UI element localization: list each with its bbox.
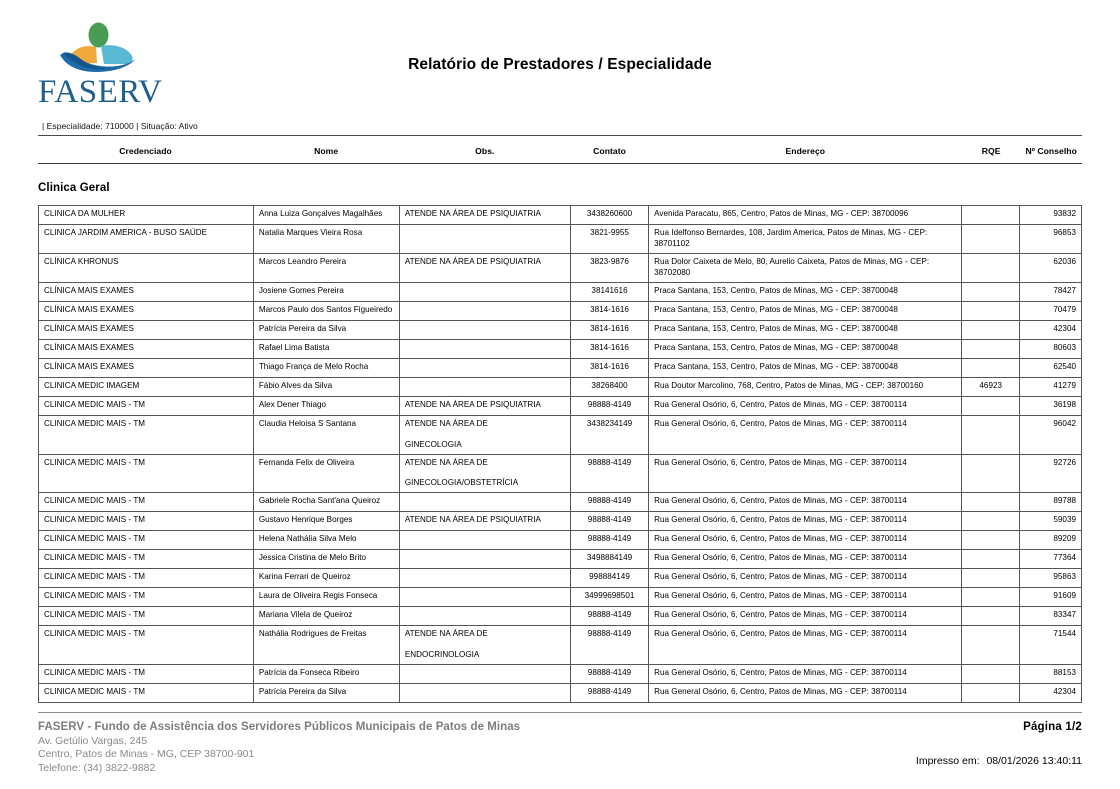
- table-row[interactable]: [39, 301, 1082, 320]
- cell-conselho: 42304: [1020, 320, 1082, 339]
- cell-endereco: Rua General Osório, 6, Centro, Patos de Minas, MG - CEP: 38700114: [649, 684, 962, 703]
- cell-nome: Karina Ferrari de Queiroz: [253, 569, 399, 588]
- cell-conselho: 62036: [1020, 253, 1082, 282]
- table-row[interactable]: [39, 320, 1082, 339]
- cell-nome: Alex Dener Thiago: [253, 396, 399, 415]
- cell-rqe: [962, 454, 1020, 493]
- cell-endereco: Rua General Osório, 6, Centro, Patos de Minas, MG - CEP: 38700114: [649, 415, 962, 454]
- footer-meta-block: [916, 720, 1082, 767]
- cell-endereco: Praca Santana, 153, Centro, Patos de Minas, MG - CEP: 38700048: [649, 339, 962, 358]
- printed-value: 08/01/2026 13:40:11: [986, 754, 1082, 767]
- cell-conselho: 88153: [1020, 665, 1082, 684]
- cell-contato: 3814-1616: [570, 320, 648, 339]
- cell-conselho: 92726: [1020, 454, 1082, 493]
- table-row[interactable]: [39, 684, 1082, 703]
- cell-obs: [399, 377, 570, 396]
- cell-nome: Gabriele Rocha Sant'ana Queiroz: [253, 493, 399, 512]
- cell-conselho: 36198: [1020, 396, 1082, 415]
- cell-nome: Claudia Heloisa S Santana: [253, 415, 399, 454]
- cell-obs: [399, 301, 570, 320]
- cell-rqe: 46923: [962, 377, 1020, 396]
- cell-conselho: 96853: [1020, 225, 1082, 254]
- cell-nome: Patrícia da Fonseca Ribeiro: [253, 665, 399, 684]
- cell-contato: 98888-4149: [570, 626, 648, 665]
- table-row[interactable]: [39, 607, 1082, 626]
- table-row[interactable]: [39, 253, 1082, 282]
- cell-credenciado: CLÍNICA MAIS EXAMES: [39, 301, 254, 320]
- cell-contato: 3438260600: [570, 206, 648, 225]
- cell-credenciado: CLINICA MEDIC MAIS - TM: [39, 684, 254, 703]
- cell-credenciado: CLINICA MEDIC MAIS - TM: [39, 550, 254, 569]
- providers-table-wrap: [38, 205, 1082, 703]
- cell-endereco: Praca Santana, 153, Centro, Patos de Minas, MG - CEP: 38700048: [649, 282, 962, 301]
- cell-contato: 98888-4149: [570, 684, 648, 703]
- cell-nome: Patrícia Pereira da Silva: [253, 684, 399, 703]
- table-row[interactable]: [39, 206, 1082, 225]
- page-number-label: Página: [1023, 720, 1062, 733]
- cell-endereco: Rua General Osório, 6, Centro, Patos de Minas, MG - CEP: 38700114: [649, 512, 962, 531]
- cell-credenciado: CLÍNICA MAIS EXAMES: [39, 339, 254, 358]
- table-row[interactable]: [39, 358, 1082, 377]
- cell-contato: 998884149: [570, 569, 648, 588]
- cell-nome: Mariana Vilela de Queiroz: [253, 607, 399, 626]
- brand-wordmark: FASERV: [38, 74, 163, 110]
- cell-nome: Fábio Alves da Silva: [253, 377, 399, 396]
- cell-contato: 38141616: [570, 282, 648, 301]
- page-footer: [38, 712, 1082, 775]
- cell-credenciado: CLINICA MEDIC MAIS - TM: [39, 454, 254, 493]
- criteria-divider: [38, 135, 1082, 136]
- obs-line: ATENDE NA ÁREA DE: [404, 629, 488, 639]
- obs-line: GINECOLOGIA/OBSTETRÍCIA: [404, 478, 519, 488]
- cell-obs: [399, 206, 570, 225]
- criteria-bar: [38, 118, 1082, 136]
- cell-credenciado: CLINICA MEDIC MAIS - TM: [39, 415, 254, 454]
- cell-contato: 3823-9876: [570, 253, 648, 282]
- cell-credenciado: CLÍNICA MAIS EXAMES: [39, 282, 254, 301]
- cell-endereco: Praca Santana, 153, Centro, Patos de Minas, MG - CEP: 38700048: [649, 301, 962, 320]
- cell-obs: [399, 626, 570, 665]
- cell-endereco: Rua General Osório, 6, Centro, Patos de Minas, MG - CEP: 38700114: [649, 531, 962, 550]
- cell-conselho: 59039: [1020, 512, 1082, 531]
- table-row[interactable]: [39, 225, 1082, 254]
- footer-divider: [38, 712, 1082, 713]
- cell-credenciado: CLÍNICA MAIS EXAMES: [39, 320, 254, 339]
- column-header-row: [38, 140, 1082, 163]
- cell-credenciado: CLINICA MEDIC MAIS - TM: [39, 626, 254, 665]
- cell-endereco: Rua Dolor Caixeta de Melo, 80, Aurelio Caixeta, Patos de Minas, MG - CEP: 38702080: [649, 253, 962, 282]
- cell-nome: Marcos Paulo dos Santos Figueiredo: [253, 301, 399, 320]
- cell-contato: 3438234149: [570, 415, 648, 454]
- cell-rqe: [962, 225, 1020, 254]
- printed-label: Impresso em:: [915, 754, 980, 767]
- cell-endereco: Rua General Osório, 6, Centro, Patos de Minas, MG - CEP: 38700114: [649, 550, 962, 569]
- cell-conselho: 96042: [1020, 415, 1082, 454]
- obs-line: ATENDE NA ÁREA DE PSIQUIATRIA: [404, 399, 541, 409]
- cell-obs: [399, 454, 570, 493]
- cell-nome: Natalia Marques Vieira Rosa: [253, 225, 399, 254]
- cell-conselho: 93832: [1020, 206, 1082, 225]
- column-header-nome[interactable]: Nome: [314, 146, 339, 156]
- cell-endereco: Rua General Osório, 6, Centro, Patos de Minas, MG - CEP: 38700114: [649, 396, 962, 415]
- providers-table: [38, 205, 1082, 703]
- cell-rqe: [962, 206, 1020, 225]
- cell-rqe: [962, 301, 1020, 320]
- footer-phone: Telefone: (34) 3822-9882: [38, 761, 156, 774]
- cell-conselho: 80603: [1020, 339, 1082, 358]
- cell-credenciado: CLINICA MEDIC MAIS - TM: [39, 396, 254, 415]
- footer-org-name: FASERV - Fundo de Assistência dos Servidores Públicos Municipais de Patos de Minas: [38, 720, 521, 733]
- page-header: [0, 0, 1120, 110]
- table-row[interactable]: [39, 377, 1082, 396]
- cell-contato: 38268400: [570, 377, 648, 396]
- cell-rqe: [962, 588, 1020, 607]
- cell-nome: Nathália Rodrigues de Freitas: [253, 626, 399, 665]
- cell-credenciado: CLINICA MEDIC MAIS - TM: [39, 665, 254, 684]
- table-row[interactable]: [39, 665, 1082, 684]
- cell-endereco: Rua General Osório, 6, Centro, Patos de Minas, MG - CEP: 38700114: [649, 626, 962, 665]
- page-title: Relatório de Prestadores / Especialidade: [408, 56, 712, 73]
- cell-conselho: 41279: [1020, 377, 1082, 396]
- cell-rqe: [962, 626, 1020, 665]
- cell-obs: [399, 225, 570, 254]
- criteria-text: | Especialidade: 710000 | Situação: Ativo: [42, 121, 198, 131]
- cell-contato: 3814-1616: [570, 339, 648, 358]
- column-header-rqe[interactable]: RQE: [981, 146, 1001, 156]
- table-row[interactable]: [39, 531, 1082, 550]
- cell-endereco: Rua General Osório, 6, Centro, Patos de Minas, MG - CEP: 38700114: [649, 607, 962, 626]
- cell-rqe: [962, 569, 1020, 588]
- cell-endereco: Avenida Paracatu, 865, Centro, Patos de Minas, MG - CEP: 38700096: [649, 206, 962, 225]
- cell-endereco: Rua General Osório, 6, Centro, Patos de Minas, MG - CEP: 38700114: [649, 454, 962, 493]
- cell-obs: [399, 282, 570, 301]
- cell-contato: 3814-1616: [570, 301, 648, 320]
- column-header-endereco[interactable]: Endereço: [785, 146, 826, 156]
- cell-credenciado: CLINICA MEDIC MAIS - TM: [39, 607, 254, 626]
- cell-contato: 98888-4149: [570, 665, 648, 684]
- cell-endereco: Rua General Osório, 6, Centro, Patos de Minas, MG - CEP: 38700114: [649, 569, 962, 588]
- cell-conselho: 71544: [1020, 626, 1082, 665]
- cell-nome: Anna Luiza Gonçalves Magalhães: [253, 206, 399, 225]
- footer-organization-block: [38, 720, 520, 775]
- cell-obs: [399, 253, 570, 282]
- table-row[interactable]: [39, 550, 1082, 569]
- cell-nome: Laura de Oliveira Regis Fonseca: [253, 588, 399, 607]
- cell-credenciado: CLÍNICA MAIS EXAMES: [39, 358, 254, 377]
- table-row[interactable]: [39, 339, 1082, 358]
- cell-nome: Gustavo Henrique Borges: [253, 512, 399, 531]
- cell-contato: 3814-1616: [570, 358, 648, 377]
- cell-nome: Fernanda Felix de Oliveira: [253, 454, 399, 493]
- footer-address-line-1: Av. Getúlio Vargas, 245: [38, 734, 148, 747]
- obs-line: ATENDE NA ÁREA DE: [404, 457, 488, 467]
- cell-obs: [399, 396, 570, 415]
- column-header-conselho[interactable]: Nº Conselho: [1025, 146, 1077, 156]
- cell-credenciado: CLINICA MEDIC MAIS - TM: [39, 569, 254, 588]
- cell-endereco: Rua General Osório, 6, Centro, Patos de Minas, MG - CEP: 38700114: [649, 588, 962, 607]
- providers-table-body: [39, 206, 1082, 703]
- cell-conselho: 77364: [1020, 550, 1082, 569]
- table-row[interactable]: [39, 588, 1082, 607]
- cell-contato: 3498884149: [570, 550, 648, 569]
- cell-contato: 34999698501: [570, 588, 648, 607]
- cell-rqe: [962, 550, 1020, 569]
- cell-nome: Helena Nathália Silva Melo: [253, 531, 399, 550]
- cell-contato: 3821-9955: [570, 225, 648, 254]
- cell-rqe: [962, 665, 1020, 684]
- specialty-group-heading: Clinica Geral: [38, 182, 110, 194]
- table-row[interactable]: [39, 493, 1082, 512]
- cell-obs: [399, 569, 570, 588]
- cell-obs: [399, 493, 570, 512]
- cell-obs: [399, 550, 570, 569]
- cell-rqe: [962, 253, 1020, 282]
- cell-credenciado: CLÍNICA KHRONUS: [39, 253, 254, 282]
- cell-rqe: [962, 282, 1020, 301]
- cell-conselho: 89788: [1020, 493, 1082, 512]
- obs-line: ATENDE NA ÁREA DE PSIQUIATRIA: [404, 515, 541, 525]
- column-header-divider: [38, 163, 1082, 164]
- cell-contato: 98888-4149: [570, 512, 648, 531]
- cell-rqe: [962, 607, 1020, 626]
- cell-rqe: [962, 358, 1020, 377]
- table-row[interactable]: [39, 454, 1082, 493]
- obs-line: ENDOCRINOLOGIA: [404, 650, 480, 660]
- table-row[interactable]: [39, 626, 1082, 665]
- cell-rqe: [962, 493, 1020, 512]
- cell-endereco: Rua Idelfonso Bernardes, 108, Jardim America, Patos de Minas, MG - CEP: 38701102: [649, 225, 962, 254]
- cell-nome: Marcos Leandro Pereira: [253, 253, 399, 282]
- cell-nome: Josiene Gomes Pereira: [253, 282, 399, 301]
- cell-obs: [399, 665, 570, 684]
- table-row[interactable]: [39, 282, 1082, 301]
- cell-endereco: Praca Santana, 153, Centro, Patos de Minas, MG - CEP: 38700048: [649, 358, 962, 377]
- cell-obs: [399, 320, 570, 339]
- cell-rqe: [962, 512, 1020, 531]
- obs-line: GINECOLOGIA: [404, 439, 462, 449]
- obs-line: ATENDE NA ÁREA DE: [404, 418, 488, 428]
- page-number: [916, 721, 1082, 733]
- cell-rqe: [962, 415, 1020, 454]
- cell-conselho: 62540: [1020, 358, 1082, 377]
- cell-endereco: Rua General Osório, 6, Centro, Patos de Minas, MG - CEP: 38700114: [649, 493, 962, 512]
- cell-credenciado: CLINICA MEDIC IMAGEM: [39, 377, 254, 396]
- column-header-credenciado[interactable]: Credenciado: [119, 146, 172, 156]
- column-header-contato[interactable]: Contato: [593, 146, 626, 156]
- cell-nome: Patrícia Pereira da Silva: [253, 320, 399, 339]
- cell-contato: 98888-4149: [570, 454, 648, 493]
- obs-line: ATENDE NA ÁREA DE PSIQUIATRIA: [404, 209, 541, 218]
- cell-endereco: Rua Doutor Marcolino, 768, Centro, Patos de Minas, MG - CEP: 38700160: [649, 377, 962, 396]
- cell-credenciado: CLINICA MEDIC MAIS - TM: [39, 531, 254, 550]
- cell-credenciado: CLINICA JARDIM AMERICA - BUSO SAÚDE: [39, 225, 254, 254]
- column-header-obs[interactable]: Obs.: [475, 146, 495, 156]
- cell-obs: [399, 415, 570, 454]
- cell-obs: [399, 588, 570, 607]
- cell-rqe: [962, 684, 1020, 703]
- table-row[interactable]: [39, 569, 1082, 588]
- cell-endereco: Praca Santana, 153, Centro, Patos de Minas, MG - CEP: 38700048: [649, 320, 962, 339]
- cell-credenciado: CLINICA DA MULHER: [39, 206, 254, 225]
- cell-conselho: 42304: [1020, 684, 1082, 703]
- cell-obs: [399, 684, 570, 703]
- printed-timestamp: [916, 755, 1082, 767]
- cell-obs: [399, 358, 570, 377]
- cell-nome: Thiago França de Melo Rocha: [253, 358, 399, 377]
- cell-obs: [399, 339, 570, 358]
- cell-conselho: 78427: [1020, 282, 1082, 301]
- cell-conselho: 91609: [1020, 588, 1082, 607]
- cell-credenciado: CLINICA MEDIC MAIS - TM: [39, 493, 254, 512]
- cell-obs: [399, 512, 570, 531]
- cell-conselho: 83347: [1020, 607, 1082, 626]
- cell-rqe: [962, 339, 1020, 358]
- cell-contato: 98888-4149: [570, 493, 648, 512]
- footer-address-line-2: Centro, Patos de Minas - MG, CEP 38700-901: [38, 748, 255, 761]
- column-header-table: [38, 140, 1082, 163]
- cell-obs: [399, 607, 570, 626]
- cell-rqe: [962, 531, 1020, 550]
- cell-obs: [399, 531, 570, 550]
- cell-nome: Rafael Lima Batista: [253, 339, 399, 358]
- cell-credenciado: CLINICA MEDIC MAIS - TM: [39, 588, 254, 607]
- obs-line: ATENDE NA ÁREA DE PSIQUIATRIA: [404, 256, 541, 266]
- table-row[interactable]: [39, 512, 1082, 531]
- cell-rqe: [962, 320, 1020, 339]
- cell-nome: Jessica Cristina de Melo Brito: [253, 550, 399, 569]
- cell-conselho: 89209: [1020, 531, 1082, 550]
- cell-contato: 98888-4149: [570, 531, 648, 550]
- cell-conselho: 70479: [1020, 301, 1082, 320]
- cell-contato: 98888-4149: [570, 396, 648, 415]
- table-column-header: [38, 140, 1082, 164]
- cell-rqe: [962, 396, 1020, 415]
- page-number-value: 1/2: [1065, 720, 1082, 733]
- cell-endereco: Rua General Osório, 6, Centro, Patos de Minas, MG - CEP: 38700114: [649, 665, 962, 684]
- table-row[interactable]: [39, 415, 1082, 454]
- cell-credenciado: CLINICA MEDIC MAIS - TM: [39, 512, 254, 531]
- table-row[interactable]: [39, 396, 1082, 415]
- cell-contato: 98888-4149: [570, 607, 648, 626]
- cell-conselho: 95863: [1020, 569, 1082, 588]
